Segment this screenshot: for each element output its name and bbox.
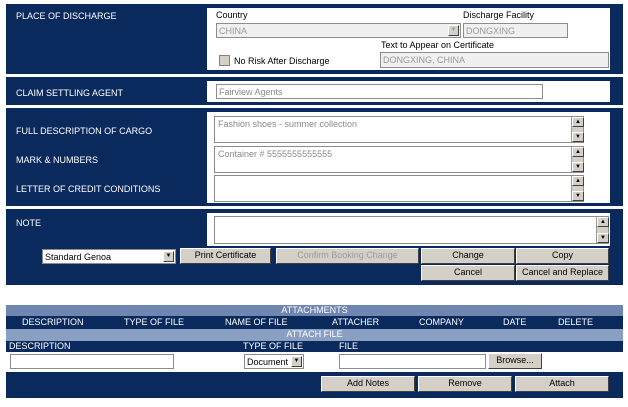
attach-file-header (6, 329, 623, 341)
remove-button[interactable]: Remove (418, 376, 512, 392)
no-risk-label: No Risk After Discharge (234, 55, 330, 66)
text-cert-field[interactable]: DONGXING, CHINA (380, 52, 609, 68)
attach-type-select[interactable] (244, 354, 304, 369)
add-notes-button[interactable]: Add Notes (321, 376, 415, 392)
col-type-of-file: TYPE OF FILE (124, 317, 185, 327)
change-button[interactable]: Change (421, 248, 515, 264)
no-risk-row (219, 55, 330, 66)
browse-button[interactable]: Browse... (488, 353, 542, 369)
template-select[interactable] (42, 249, 176, 264)
col-company: COMPANY (419, 317, 464, 327)
loc-scrollbar[interactable] (571, 176, 583, 201)
confirm-booking-change-button[interactable]: Confirm Booking Change (276, 248, 419, 264)
marks-value: Container # 5555555555555 (218, 149, 333, 159)
agent-label: CLAIM SETTLING AGENT (16, 88, 124, 98)
scroll-up-icon[interactable]: ▲ (572, 147, 584, 157)
cancel-button[interactable]: Cancel (421, 265, 515, 281)
text-cert-label: Text to Appear on Certificate (381, 40, 495, 50)
template-value: Standard Genoa (45, 252, 112, 262)
note-value (215, 217, 608, 221)
attach-type-value: Document (247, 357, 289, 367)
copy-button[interactable]: Copy (516, 248, 609, 264)
facility-field[interactable]: DONGXING (463, 23, 568, 38)
scroll-down-icon[interactable]: ▼ (572, 132, 584, 142)
discharge-section-label: PLACE OF DISCHARGE (16, 11, 117, 21)
attach-field-labels (6, 341, 623, 352)
scroll-up-icon[interactable]: ▲ (597, 217, 609, 227)
scroll-up-icon[interactable]: ▲ (572, 117, 584, 127)
attach-description-input[interactable] (10, 354, 174, 369)
marks-label: MARK & NUMBERS (16, 155, 99, 165)
print-certificate-button[interactable]: Print Certificate (180, 248, 271, 264)
col-description: DESCRIPTION (22, 317, 84, 327)
scroll-down-icon[interactable]: ▼ (572, 162, 584, 172)
agent-field[interactable]: Fairview Agents (216, 84, 543, 99)
country-select[interactable] (216, 23, 461, 38)
cargo-description-textarea[interactable] (214, 116, 584, 143)
loc-textarea[interactable] (214, 175, 584, 202)
cargo-description-scrollbar[interactable] (571, 117, 583, 142)
scroll-up-icon[interactable]: ▲ (572, 176, 584, 186)
loc-value (215, 176, 583, 180)
col-delete: DELETE (558, 317, 594, 327)
note-textarea[interactable] (214, 216, 609, 244)
attachments-header (6, 305, 623, 317)
col-attacher: ATTACHER (332, 317, 380, 327)
country-value: CHINA (219, 26, 248, 36)
chevron-down-icon: ▼ (163, 251, 174, 262)
cargo-description-value: Fashion shoes - summer collection (218, 119, 358, 129)
marks-textarea[interactable] (214, 146, 584, 173)
scroll-down-icon[interactable]: ▼ (597, 233, 609, 243)
note-label: NOTE (16, 218, 42, 228)
attach-file-input[interactable] (339, 354, 486, 369)
attach-file-label: FILE (339, 341, 359, 351)
marks-scrollbar[interactable] (571, 147, 583, 172)
attach-description-label: DESCRIPTION (9, 341, 71, 351)
chevron-down-icon: ▼ (448, 25, 459, 36)
col-name-of-file: NAME OF FILE (225, 317, 288, 327)
cancel-and-replace-button[interactable]: Cancel and Replace (516, 265, 609, 281)
attach-file-title: ATTACH FILE (6, 329, 623, 340)
attachments-title: ATTACHMENTS (6, 305, 623, 316)
no-risk-checkbox[interactable] (219, 55, 230, 66)
facility-label: Discharge Facility (463, 10, 535, 20)
scroll-down-icon[interactable]: ▼ (572, 191, 584, 201)
attach-button[interactable]: Attach (515, 376, 609, 392)
cargo-description-label: FULL DESCRIPTION OF CARGO (16, 126, 153, 136)
note-scrollbar[interactable] (596, 217, 608, 243)
chevron-down-icon: ▼ (291, 356, 302, 367)
loc-label: LETTER OF CREDIT CONDITIONS (16, 184, 161, 194)
country-label: Country (216, 10, 248, 20)
attachments-columns (6, 317, 623, 329)
attach-type-label: TYPE OF FILE (243, 341, 304, 351)
col-date: DATE (503, 317, 527, 327)
